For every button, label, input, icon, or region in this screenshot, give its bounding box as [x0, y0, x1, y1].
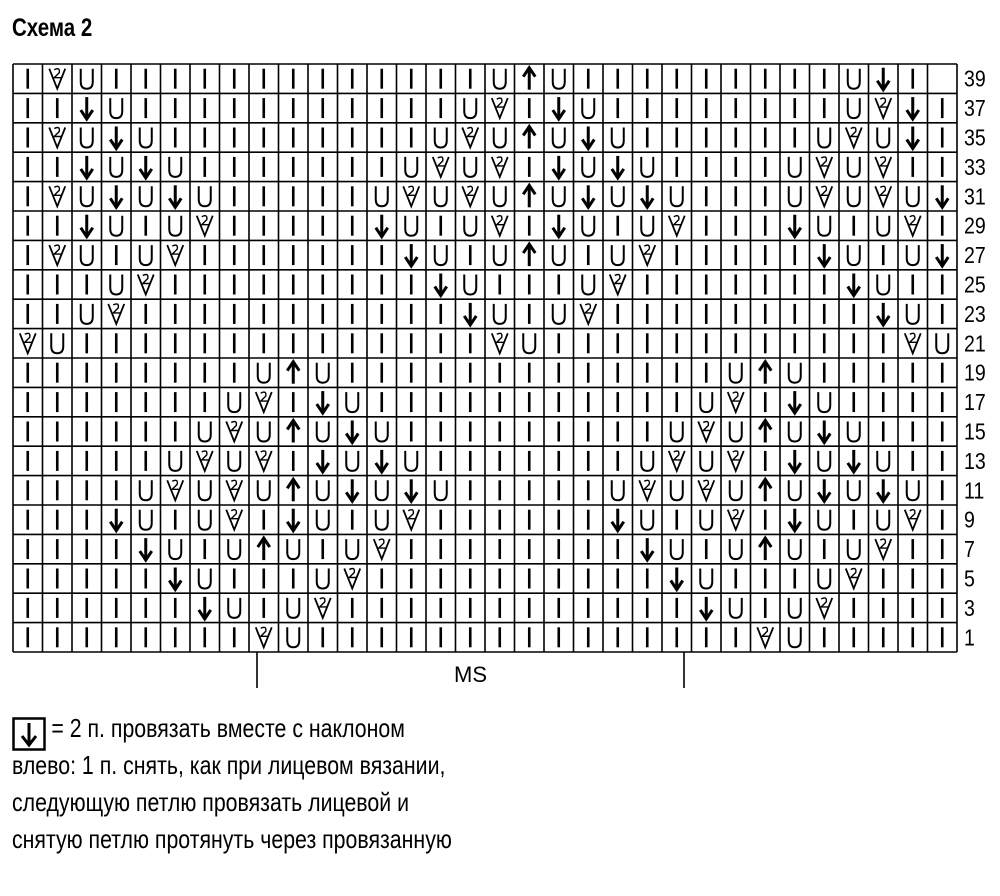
yarn-over [700, 510, 712, 530]
repeat-label: MS [454, 662, 487, 687]
central-decrease [287, 362, 299, 384]
decrease-left [641, 538, 653, 560]
yarn-over [228, 539, 240, 559]
row-number: 23 [964, 301, 986, 328]
yarn-over [110, 216, 122, 236]
decrease-left [936, 244, 948, 266]
yarn-over [818, 392, 830, 412]
yarn-over [376, 480, 388, 500]
yarn-over [730, 480, 742, 500]
central-decrease [523, 244, 535, 266]
yarn-over [258, 480, 270, 500]
twisted-stitch [639, 480, 655, 500]
yarn-over [789, 157, 801, 177]
decrease-left [405, 244, 417, 266]
twisted-stitch [462, 128, 478, 148]
decrease-left [818, 479, 830, 501]
twisted-stitch [20, 333, 36, 353]
yarn-over [376, 422, 388, 442]
chart-title: Схема 2 [12, 14, 93, 42]
yarn-over [582, 98, 594, 118]
decrease-left [877, 303, 889, 325]
row-number: 15 [964, 419, 986, 445]
central-decrease [759, 479, 771, 501]
yarn-over [523, 333, 535, 353]
decrease-left [671, 568, 683, 590]
twisted-stitch [138, 275, 154, 295]
row-number: 13 [964, 448, 986, 475]
chart-grid [13, 64, 957, 652]
yarn-over [730, 422, 742, 442]
twisted-stitch [728, 392, 744, 412]
decrease-left [641, 185, 653, 207]
twisted-stitch [728, 451, 744, 471]
twisted-stitch [639, 245, 655, 265]
yarn-over [877, 510, 889, 530]
legend-line-2: влево: 1 п. снять, как при лицевом вязании, [12, 750, 446, 780]
decrease-left [81, 156, 93, 178]
row-number: 17 [964, 389, 986, 416]
yarn-over [494, 69, 506, 89]
yarn-over [435, 245, 447, 265]
twisted-stitch [462, 186, 478, 206]
twisted-stitch [403, 510, 419, 530]
twisted-stitch [226, 510, 242, 530]
yarn-over [317, 422, 329, 442]
decrease-left [287, 509, 299, 531]
twisted-stitch [669, 451, 685, 471]
yarn-over [287, 539, 299, 559]
central-decrease [759, 362, 771, 384]
twisted-stitch [49, 186, 65, 206]
row-number: 3 [964, 595, 975, 622]
yarn-over [641, 451, 653, 471]
twisted-stitch [226, 480, 242, 500]
legend-line-1: = 2 п. провязать вместе с наклоном [51, 713, 405, 743]
yarn-over [789, 186, 801, 206]
yarn-over [110, 98, 122, 118]
twisted-stitch [197, 216, 213, 236]
yarn-over [553, 186, 565, 206]
yarn-over [553, 304, 565, 324]
yarn-over [848, 245, 860, 265]
decrease-left [317, 450, 329, 472]
decrease-left [435, 274, 447, 296]
yarn-over [376, 186, 388, 206]
decrease-left [789, 450, 801, 472]
yarn-over [671, 480, 683, 500]
yarn-over [789, 627, 801, 647]
yarn-over [848, 539, 860, 559]
decrease-left [582, 185, 594, 207]
row-number: 5 [964, 566, 975, 592]
yarn-over [641, 510, 653, 530]
decrease-left [317, 391, 329, 413]
decrease-left [553, 97, 565, 119]
yarn-over [789, 539, 801, 559]
decrease-left [936, 185, 948, 207]
yarn-over [169, 157, 181, 177]
yarn-over [818, 510, 830, 530]
yarn-over [818, 128, 830, 148]
yarn-over [405, 157, 417, 177]
twisted-stitch [610, 275, 626, 295]
twisted-stitch [905, 510, 921, 530]
yarn-over [848, 157, 860, 177]
legend [12, 710, 552, 858]
yarn-over [199, 569, 211, 589]
decrease-left [110, 509, 122, 531]
yarn-over [818, 569, 830, 589]
yarn-over [730, 539, 742, 559]
yarn-over [553, 128, 565, 148]
twisted-stitch [669, 216, 685, 236]
yarn-over [789, 422, 801, 442]
row-number: 25 [964, 272, 986, 298]
central-decrease [523, 185, 535, 207]
row-number: 31 [964, 183, 986, 210]
yarn-over [81, 304, 93, 324]
yarn-over [494, 304, 506, 324]
yarn-over [494, 128, 506, 148]
yarn-over [199, 480, 211, 500]
twisted-stitch [816, 157, 832, 177]
twisted-stitch [492, 98, 508, 118]
decrease-left [877, 479, 889, 501]
yarn-over [317, 510, 329, 530]
yarn-over [51, 333, 63, 353]
twisted-stitch [197, 451, 213, 471]
twisted-stitch [374, 539, 390, 559]
twisted-stitch [492, 333, 508, 353]
twisted-stitch [875, 98, 891, 118]
central-decrease [287, 479, 299, 501]
yarn-over [877, 128, 889, 148]
twisted-stitch [403, 186, 419, 206]
yarn-over [317, 569, 329, 589]
row-number: 33 [964, 154, 986, 181]
yarn-over [405, 451, 417, 471]
row-number: 11 [964, 477, 985, 504]
yarn-over [641, 216, 653, 236]
decrease-left [169, 568, 181, 590]
decrease-left [376, 215, 388, 237]
yarn-over [110, 157, 122, 177]
yarn-over [848, 98, 860, 118]
decrease-left [346, 479, 358, 501]
yarn-over [435, 128, 447, 148]
row-number: 37 [964, 95, 986, 122]
yarn-over [730, 363, 742, 383]
twisted-stitch [49, 128, 65, 148]
yarn-over [140, 510, 152, 530]
twisted-stitch [167, 245, 183, 265]
yarn-over [789, 480, 801, 500]
decrease-left [346, 421, 358, 443]
decrease-left [818, 244, 830, 266]
twisted-stitch [226, 422, 242, 442]
central-decrease [759, 538, 771, 560]
yarn-over [907, 304, 919, 324]
central-decrease [523, 127, 535, 149]
yarn-over [582, 275, 594, 295]
decrease-left [140, 538, 152, 560]
yarn-over [81, 245, 93, 265]
yarn-over [936, 333, 948, 353]
twisted-stitch [315, 598, 331, 618]
decrease-left [700, 597, 712, 619]
twisted-stitch [875, 186, 891, 206]
twisted-stitch [49, 245, 65, 265]
yarn-over [140, 128, 152, 148]
yarn-over [199, 510, 211, 530]
decrease-left [789, 509, 801, 531]
twisted-stitch [256, 627, 272, 647]
yarn-over [110, 275, 122, 295]
row-number: 39 [964, 66, 986, 93]
decrease-left [405, 479, 417, 501]
yarn-over [169, 539, 181, 559]
twisted-stitch [846, 128, 862, 148]
legend-line-3: следующую петлю провязать лицевой и [12, 787, 409, 817]
yarn-over [346, 451, 358, 471]
twisted-stitch [816, 598, 832, 618]
yarn-over [612, 128, 624, 148]
twisted-stitch [49, 69, 65, 89]
yarn-over [81, 186, 93, 206]
twisted-stitch [433, 157, 449, 177]
yarn-over [641, 157, 653, 177]
twisted-stitch [256, 392, 272, 412]
yarn-over [907, 186, 919, 206]
yarn-over [671, 422, 683, 442]
yarn-over [671, 539, 683, 559]
yarn-over [464, 275, 476, 295]
yarn-over [848, 480, 860, 500]
yarn-over [464, 216, 476, 236]
yarn-over [199, 186, 211, 206]
decrease-left [877, 68, 889, 90]
yarn-over [435, 480, 447, 500]
twisted-stitch [167, 480, 183, 500]
twisted-stitch [816, 186, 832, 206]
decrease-left [848, 450, 860, 472]
yarn-over [671, 186, 683, 206]
yarn-over [317, 363, 329, 383]
yarn-over [140, 480, 152, 500]
yarn-over [700, 451, 712, 471]
row-number: 19 [964, 360, 986, 387]
central-decrease [523, 68, 535, 90]
decrease-left [789, 391, 801, 413]
twisted-stitch [256, 451, 272, 471]
row-number: 9 [964, 507, 975, 534]
decrease-left [907, 97, 919, 119]
yarn-over [789, 363, 801, 383]
row-number: 35 [964, 125, 986, 151]
yarn-over [81, 69, 93, 89]
yarn-over [81, 128, 93, 148]
yarn-over [818, 451, 830, 471]
yarn-over [848, 186, 860, 206]
yarn-over [464, 98, 476, 118]
decrease-left [553, 215, 565, 237]
decrease-left [110, 127, 122, 149]
yarn-over [376, 510, 388, 530]
twisted-stitch [905, 216, 921, 236]
yarn-over [877, 451, 889, 471]
twisted-stitch [492, 216, 508, 236]
yarn-over [700, 392, 712, 412]
central-decrease [759, 421, 771, 443]
twisted-stitch [875, 157, 891, 177]
row-number: 27 [964, 242, 986, 269]
decrease-left [789, 215, 801, 237]
twisted-stitch [875, 539, 891, 559]
yarn-over [494, 245, 506, 265]
yarn-over [730, 598, 742, 618]
decrease-left [553, 156, 565, 178]
yarn-over [258, 363, 270, 383]
yarn-over [228, 392, 240, 412]
yarn-over [140, 186, 152, 206]
yarn-over [553, 69, 565, 89]
yarn-over [612, 245, 624, 265]
central-decrease [258, 538, 270, 560]
yarn-over [877, 275, 889, 295]
twisted-stitch [492, 157, 508, 177]
decrease-left [612, 509, 624, 531]
yarn-over [258, 422, 270, 442]
yarn-over [464, 157, 476, 177]
decrease-left [169, 185, 181, 207]
yarn-over [553, 245, 565, 265]
yarn-over [848, 69, 860, 89]
twisted-stitch [698, 480, 714, 500]
yarn-over [818, 216, 830, 236]
yarn-over [140, 245, 152, 265]
yarn-over [877, 216, 889, 236]
decrease-left [81, 97, 93, 119]
twisted-stitch [580, 304, 596, 324]
twisted-stitch [698, 422, 714, 442]
legend-line-4: снятую петлю протянуть через провязанную [12, 824, 452, 854]
decrease-left [376, 450, 388, 472]
twisted-stitch [108, 304, 124, 324]
yarn-over [228, 598, 240, 618]
decrease-left [818, 421, 830, 443]
twisted-stitch [728, 510, 744, 530]
yarn-over [317, 480, 329, 500]
decrease-left [110, 185, 122, 207]
yarn-over [169, 451, 181, 471]
twisted-stitch [757, 627, 773, 647]
twisted-stitch [846, 569, 862, 589]
yarn-over [169, 216, 181, 236]
decrease-left [907, 127, 919, 149]
yarn-over [199, 422, 211, 442]
yarn-over [287, 598, 299, 618]
yarn-over [612, 480, 624, 500]
decrease-left [582, 127, 594, 149]
yarn-over [405, 216, 417, 236]
twisted-stitch [905, 333, 921, 353]
yarn-over [612, 186, 624, 206]
yarn-over [582, 157, 594, 177]
decrease-left [464, 303, 476, 325]
decrease-left [81, 215, 93, 237]
yarn-over [700, 569, 712, 589]
row-number: 7 [964, 536, 975, 563]
row-number: 21 [964, 330, 986, 357]
yarn-over [346, 392, 358, 412]
decrease-left [199, 597, 211, 619]
yarn-over [287, 627, 299, 647]
yarn-over [435, 186, 447, 206]
yarn-over [907, 245, 919, 265]
yarn-over [907, 480, 919, 500]
yarn-over [494, 186, 506, 206]
yarn-over [346, 539, 358, 559]
decrease-left [140, 156, 152, 178]
twisted-stitch [344, 569, 360, 589]
row-number: 1 [964, 624, 975, 651]
yarn-over [228, 451, 240, 471]
yarn-over [582, 216, 594, 236]
central-decrease [287, 421, 299, 443]
decrease-left [848, 274, 860, 296]
yarn-over [848, 422, 860, 442]
decrease-left [612, 156, 624, 178]
row-number: 29 [964, 213, 986, 240]
yarn-over [789, 598, 801, 618]
